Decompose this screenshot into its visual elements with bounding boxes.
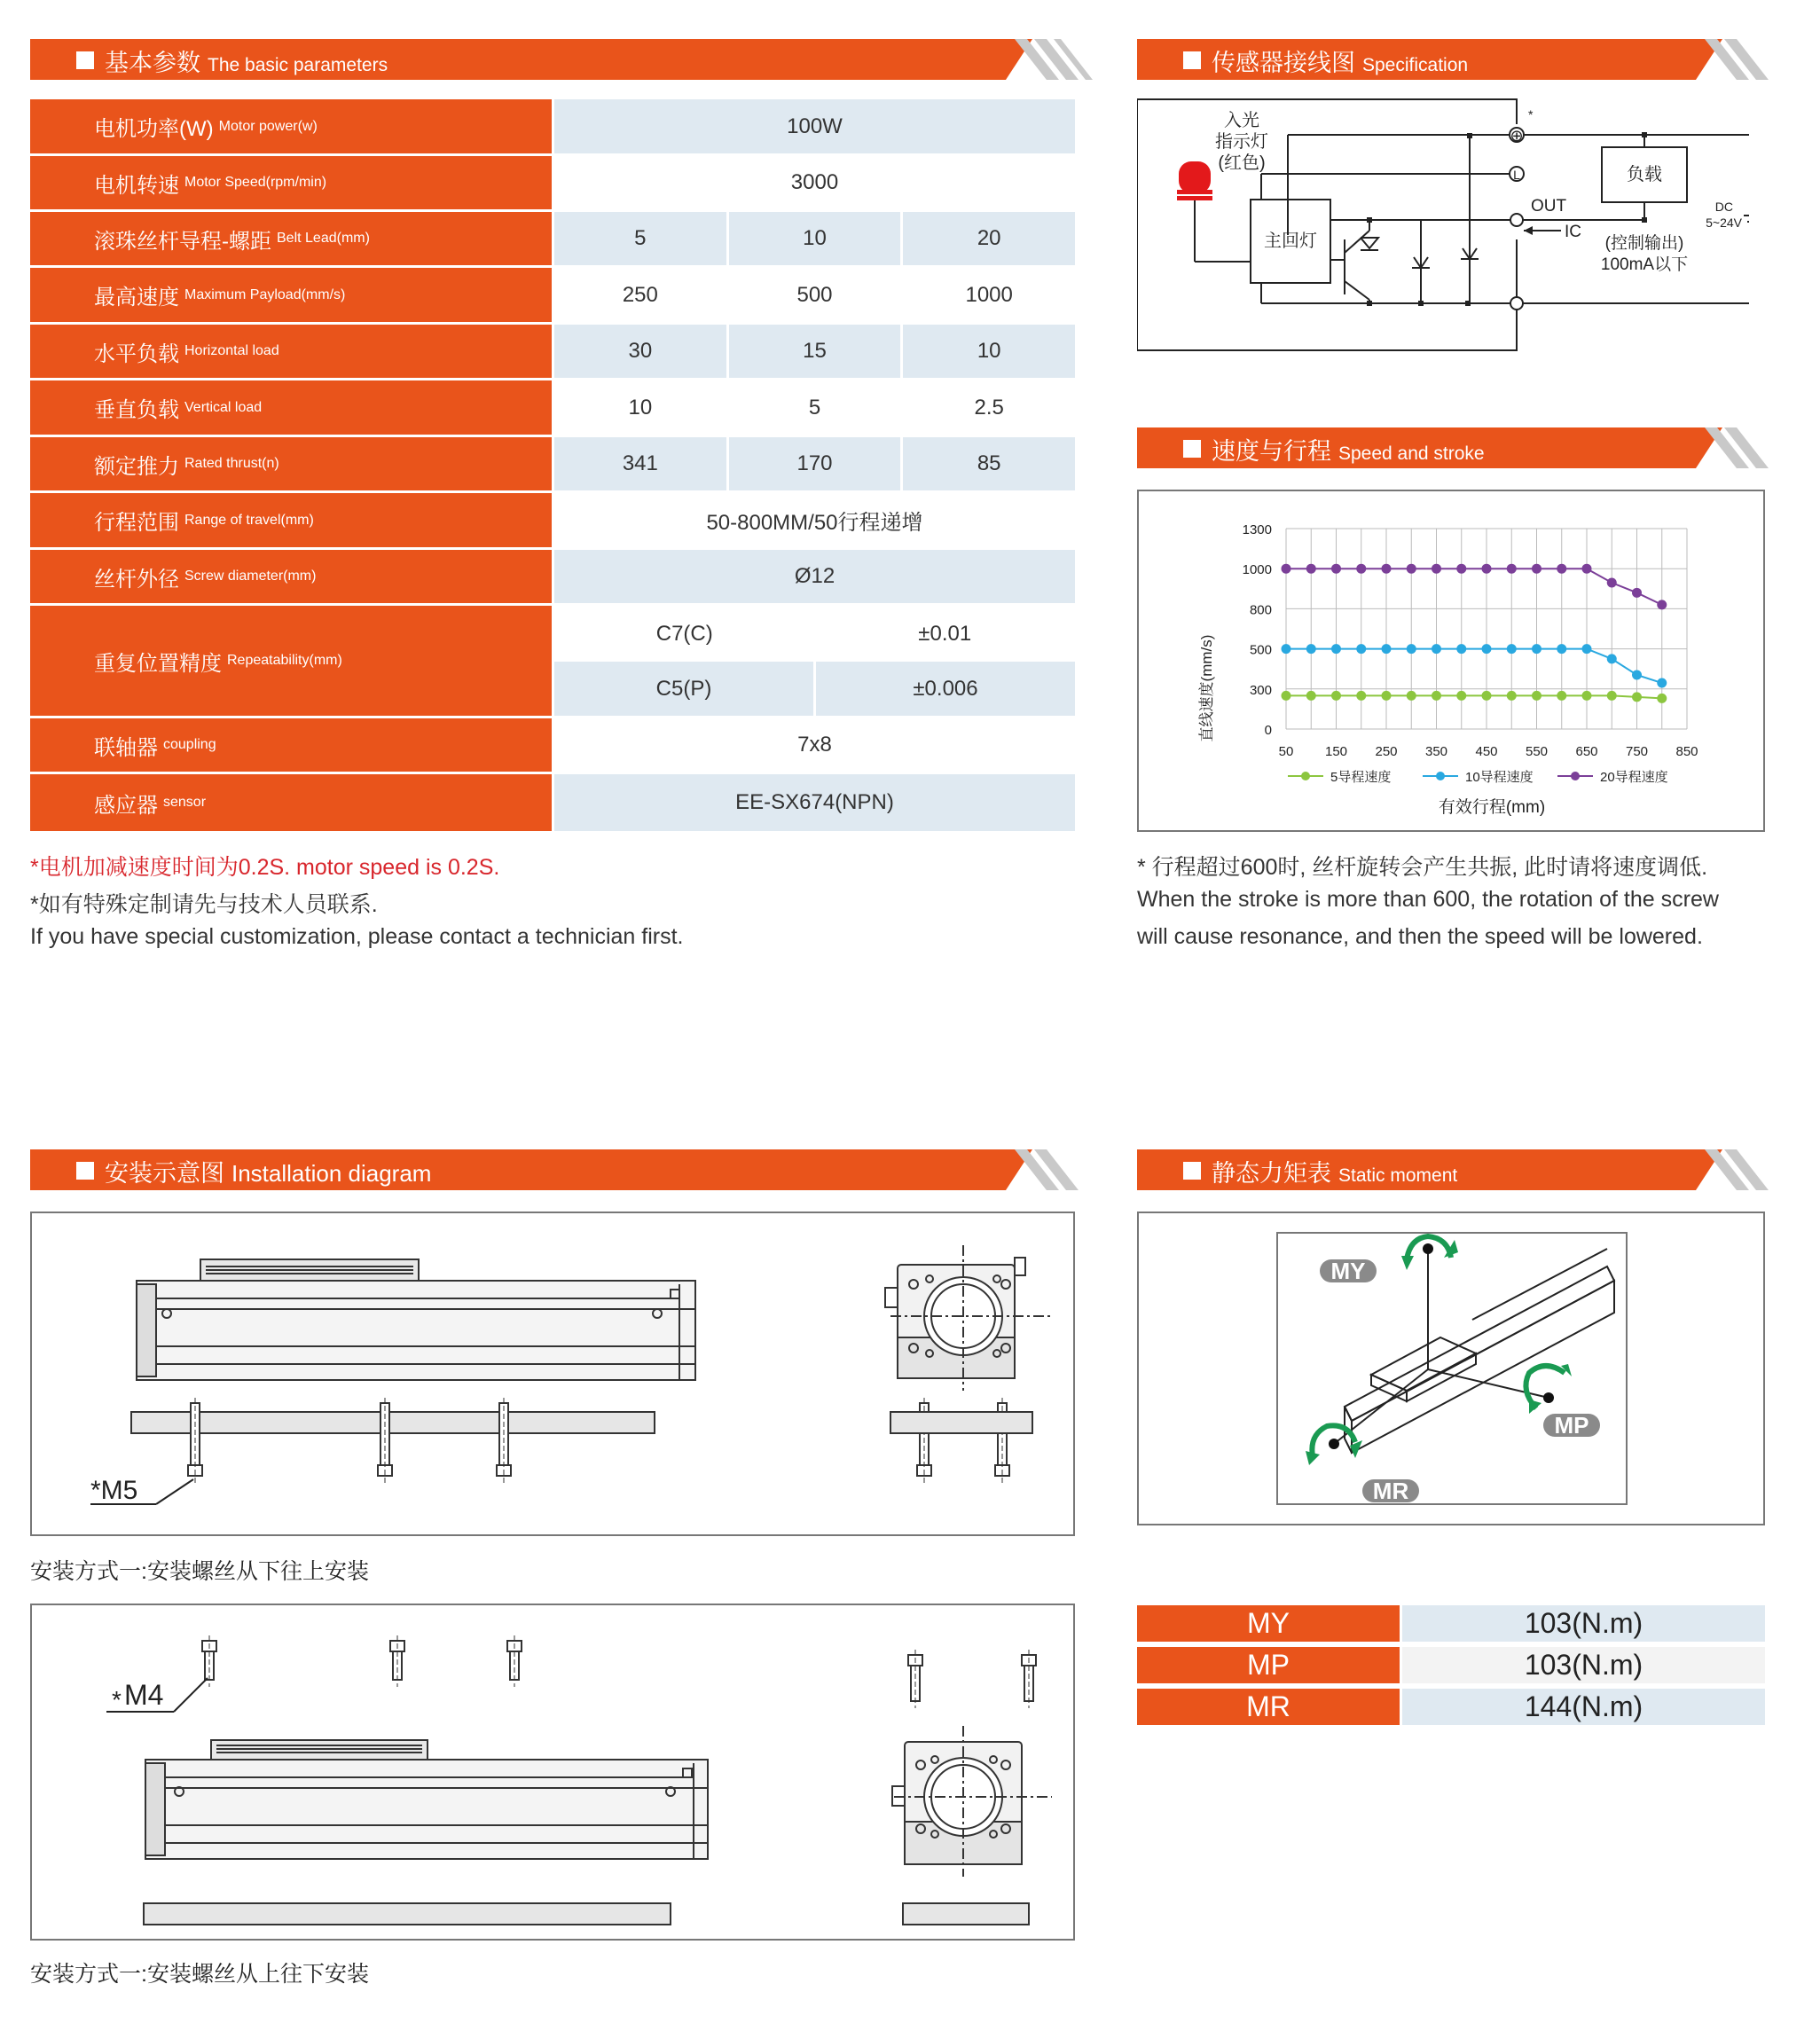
moment-key: MR (1137, 1689, 1400, 1725)
bolt-icon (202, 1635, 216, 1687)
data-point (1456, 644, 1466, 654)
data-point (1331, 691, 1341, 701)
table-cell: 3000 (790, 170, 839, 194)
data-point (1507, 691, 1517, 701)
x-tick-label: 350 (1424, 744, 1448, 759)
table-cell: ±0.01 (918, 621, 972, 646)
table-cell: C7(C) (655, 621, 713, 646)
table-row: 行程范围 Range of travel(mm) 50-800MM/50行程递增 (30, 493, 1075, 550)
section-subtitle: Installation diagram (231, 1160, 432, 1187)
lamp-label-3: (红色) (1218, 153, 1266, 173)
data-point (1382, 644, 1392, 654)
bolt-icon (378, 1398, 392, 1483)
out-label: OUT (1531, 197, 1567, 216)
table-cell: 5 (634, 226, 647, 250)
table-cell: 15 (726, 325, 901, 378)
data-point (1282, 691, 1291, 701)
data-point (1532, 644, 1542, 654)
table-cell: 500 (726, 268, 901, 322)
table-cell: 50-800MM/50行程递增 (706, 511, 923, 535)
table-cell: 170 (726, 437, 901, 490)
table-row (1137, 1605, 1765, 1644)
table-row: 额定推力 Rated thrust(n) 341 170 85 (30, 437, 1075, 493)
table-cell: 85 (900, 437, 1075, 490)
m4-label: M4 (124, 1679, 164, 1711)
bolt-icon (507, 1635, 522, 1687)
x-tick-label: 750 (1625, 744, 1649, 759)
data-point (1282, 644, 1291, 654)
moment-value: 103(N.m) (1402, 1647, 1765, 1683)
table-row: 垂直负载 Vertical load 10 5 2.5 (30, 380, 1075, 437)
data-point (1557, 564, 1566, 574)
lamp-icon (1179, 161, 1211, 193)
mp-label: MP (1554, 1412, 1589, 1439)
data-point (1432, 564, 1441, 574)
mr-label: MR (1372, 1478, 1409, 1504)
y-tick-label: 1000 (1242, 562, 1272, 578)
data-point (1407, 644, 1416, 654)
data-point (1507, 644, 1517, 654)
l-terminal-label: L (1513, 168, 1520, 182)
table-cell: C5(P) (655, 676, 712, 701)
moment-value: 103(N.m) (1402, 1605, 1765, 1642)
data-point (1282, 564, 1291, 574)
series-line (1286, 649, 1662, 683)
data-point (1407, 691, 1416, 701)
data-point (1557, 691, 1566, 701)
y-tick-label: 800 (1249, 602, 1272, 618)
section-subtitle: Specification (1362, 55, 1469, 75)
section-title: 基本参数 (105, 50, 200, 76)
install-caption-2: 安装方式一:安装螺丝从上往下安装 (30, 1962, 369, 1987)
table-cell: 20 (900, 212, 1075, 265)
table-row: 感应器 sensor EE-SX674(NPN) (30, 774, 1075, 831)
data-point (1607, 654, 1617, 663)
ctrl-label: (控制输出) (1604, 234, 1684, 253)
series-line (1286, 569, 1662, 605)
plus-terminal-label: ⊕ (1510, 127, 1524, 145)
bolt-icon (497, 1398, 511, 1483)
x-tick-label: 250 (1375, 744, 1398, 759)
data-point (1632, 588, 1642, 598)
x-tick-label: 550 (1525, 744, 1549, 759)
section-title: 安装示意图 (105, 1160, 224, 1187)
section-header-install (30, 1149, 1077, 1190)
section-subtitle: The basic parameters (208, 55, 388, 75)
table-row: 电机转速 Motor Speed(rpm/min) 3000 (30, 156, 1075, 212)
y-tick-label: 500 (1249, 642, 1272, 658)
data-point (1607, 691, 1617, 701)
speed-stroke-chart (1139, 491, 1763, 830)
data-point (1557, 644, 1566, 654)
custom-note-cn: *如有特殊定制请先与技术人员联系. (30, 892, 378, 917)
y-tick-label: 0 (1264, 723, 1272, 738)
table-cell: 2.5 (900, 380, 1075, 435)
data-point (1432, 644, 1441, 654)
table-cell: EE-SX674(NPN) (735, 790, 894, 814)
table-cell: 5 (726, 380, 901, 435)
section-title: 速度与行程 (1212, 438, 1331, 465)
section-subtitle: Speed and stroke (1338, 443, 1485, 464)
table-row: 最高速度 Maximum Payload(mm/s) 250 500 1000 (30, 268, 1075, 325)
table-cell: ±0.006 (813, 662, 1075, 716)
data-point (1432, 691, 1441, 701)
table-cell: 10 (628, 395, 653, 420)
data-point (1456, 691, 1466, 701)
star-label: * (1528, 107, 1534, 122)
main-lamp-label: 主回灯 (1264, 231, 1317, 251)
table-row: 电机功率(W) Motor power(w) 100W (30, 99, 1075, 156)
wiring-diagram (1137, 98, 1749, 355)
table-cell: 100W (787, 114, 843, 138)
table-cell: 7x8 (797, 733, 832, 757)
data-point (1582, 644, 1592, 654)
bolt-icon (390, 1635, 404, 1687)
stroke-note-cn: * 行程超过600时, 丝杆旋转会产生共振, 此时请将速度调低. (1137, 855, 1708, 880)
installation-diagram-1 (30, 1212, 1075, 1536)
section-header-speed (1137, 427, 1765, 468)
legend-marker (1571, 772, 1580, 780)
data-point (1607, 578, 1617, 588)
table-row (1137, 1647, 1765, 1686)
data-point (1382, 691, 1392, 701)
data-point (1382, 564, 1392, 574)
data-point (1356, 644, 1366, 654)
lamp-label-2: 指示灯 (1215, 132, 1268, 152)
x-tick-label: 150 (1324, 744, 1348, 759)
data-point (1532, 691, 1542, 701)
data-point (1306, 564, 1316, 574)
chart-xlabel: 有效行程(mm) (1438, 798, 1546, 817)
load-label: 负载 (1627, 165, 1662, 184)
legend-marker (1436, 772, 1445, 780)
bolt-icon (188, 1398, 202, 1483)
x-tick-label: 850 (1675, 744, 1698, 759)
data-point (1532, 564, 1542, 574)
section-title: 传感器接线图 (1212, 50, 1355, 76)
ic-label: IC (1565, 223, 1581, 241)
data-point (1582, 691, 1592, 701)
section-subtitle: Static moment (1338, 1165, 1458, 1186)
section-header-moment (1137, 1149, 1765, 1190)
accel-note: *电机加减速度时间为0.2S. motor speed is 0.2S. (30, 855, 500, 880)
y-tick-label: 1300 (1242, 522, 1272, 537)
data-point (1356, 564, 1366, 574)
y-tick-label: 300 (1249, 682, 1272, 698)
table-cell: 341 (622, 451, 658, 475)
legend-label: 20导程速度 (1600, 770, 1668, 785)
data-point (1507, 564, 1517, 574)
legend-label: 5导程速度 (1330, 770, 1392, 785)
table-row: 水平负载 Horizontal load 30 15 10 (30, 325, 1075, 380)
custom-note-en: If you have special customization, please contact a technician first. (30, 924, 684, 949)
series-line (1286, 695, 1662, 698)
stroke-note-en-1: When the stroke is more than 600, the rotation of the screw (1137, 887, 1719, 912)
section-title: 静态力矩表 (1212, 1160, 1331, 1187)
table-row: 重复位置精度 Repeatability(mm) C7(C) ±0.01 C5(P) ±0.006 (30, 606, 1075, 718)
data-point (1582, 564, 1592, 574)
data-point (1482, 644, 1492, 654)
table-cell: 250 (622, 282, 658, 307)
m4-star: * (112, 1686, 122, 1713)
bolt-icon (1022, 1650, 1036, 1708)
data-point (1657, 678, 1667, 688)
table-row: 丝杆外径 Screw diameter(mm) Ø12 (30, 550, 1075, 606)
data-point (1407, 564, 1416, 574)
data-point (1482, 691, 1492, 701)
speed-chart-frame (1137, 490, 1765, 832)
bolt-icon (995, 1398, 1009, 1483)
x-tick-label: 50 (1278, 744, 1294, 759)
table-cell: 1000 (900, 268, 1075, 322)
x-tick-label: 450 (1475, 744, 1498, 759)
stroke-note-en-2: will cause resonance, and then the speed will be lowered. (1137, 924, 1703, 949)
legend-label: 10导程速度 (1465, 770, 1534, 785)
data-point (1482, 564, 1492, 574)
section-header-basic (30, 39, 1077, 80)
section-header-sensor (1137, 39, 1765, 80)
data-point (1356, 691, 1366, 701)
data-point (1306, 691, 1316, 701)
ma-label: 100mA以下 (1600, 255, 1689, 274)
volt-label: 5~24V (1706, 216, 1742, 230)
data-point (1632, 670, 1642, 679)
data-point (1306, 644, 1316, 654)
table-cell: 10 (726, 212, 901, 265)
data-point (1456, 564, 1466, 574)
table-cell: 10 (900, 325, 1075, 378)
moment-value: 144(N.m) (1402, 1689, 1765, 1725)
moment-diagram-frame (1137, 1212, 1765, 1525)
data-point (1657, 694, 1667, 703)
m5-label: *M5 (90, 1476, 138, 1505)
moment-key: MP (1137, 1647, 1400, 1683)
dc-label: DC (1714, 200, 1733, 214)
legend-marker (1301, 772, 1310, 780)
moment-key: MY (1137, 1605, 1400, 1642)
install-caption-1: 安装方式一:安装螺丝从下往上安装 (30, 1559, 369, 1584)
table-cell: Ø12 (794, 564, 835, 588)
table-row: 滚珠丝杆导程-螺距 Belt Lead(mm) 5 10 20 (30, 212, 1075, 268)
bolt-icon (908, 1650, 922, 1708)
lamp-label: 入光 (1224, 111, 1259, 130)
bolt-icon (917, 1398, 931, 1483)
data-point (1331, 564, 1341, 574)
table-row (1137, 1689, 1765, 1728)
data-point (1657, 600, 1667, 609)
data-point (1331, 644, 1341, 654)
installation-diagram-2 (30, 1604, 1075, 1941)
x-tick-label: 650 (1575, 744, 1598, 759)
table-row: 联轴器 coupling 7x8 (30, 718, 1075, 774)
table-cell: 30 (628, 339, 653, 363)
data-point (1632, 692, 1642, 702)
chart-ylabel: 直线速度(mm/s) (1198, 634, 1215, 742)
my-label: MY (1330, 1258, 1366, 1284)
